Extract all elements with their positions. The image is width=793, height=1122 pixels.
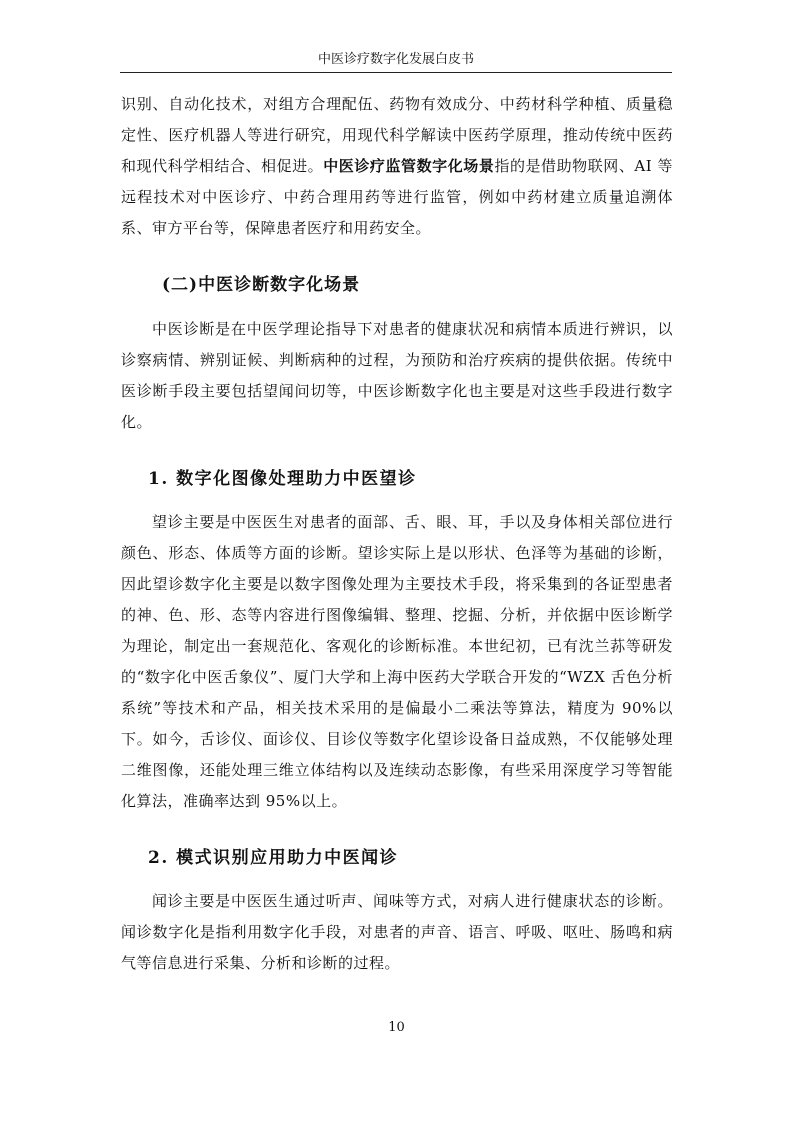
subsection-2-paragraph: 闻诊主要是中医医生通过听声、闻味等方式，对病人进行健康状态的诊断。闻诊数字化是指利用数字化手段，对患者的声音、语言、呼吸、呕吐、肠鸣和病气等信息进行采集、分析和诊断的过程。 [121,892,673,972]
running-header: 中医诊疗数字化发展白皮书 [120,50,672,73]
paragraph-text: 识别、自动化技术，对组方合理配伍、药物有效成分、中药材科学种植、质量稳定性、医疗机器人等进行研究，用现代科学解读中医药学原理，推动传统中医药和现代科学相结合、相促进。 [121,95,673,175]
subsection-1-paragraph: 望诊主要是中医医生对患者的面部、舌、眼、耳，手以及身体相关部位进行颜色、形态、体质等方面的诊断。望诊实际上是以形状、色泽等为基础的诊断，因此望诊数字化主要是以数字图像处理为主要技术手段，将采集到的各证型患者的神、色、形、态等内容进行图像编辑、整理、挖掘、分析，并依据中医诊断学为理论，制定出一套规范化、客观化的诊断标准。本世纪初，已有沈兰荪等研发的“数字化中医舌象仪”、厦门大学和上海中医药大学联合开发的“WZX 舌色分析系统”等技术和产品，相关技术采用的是偏最小二乘法等算法，精度为 90%以下。如今，舌诊仪、面诊仪、目诊仪等数字化望诊设备日益成熟，不仅能够处理二维图像，还能处理三维立体结构以及连续动态影像，有些采用深度学习等智能化算法，准确率达到 95%以上。 [121,513,673,810]
paragraph-continued [121,89,673,244]
subsection-heading-2: 2. 模式识别应用助力中医闻诊 [148,848,399,868]
page-number: 10 [388,1020,405,1035]
section-heading: (二)中医诊断数字化场景 [162,275,361,295]
subsection-heading-1: 1. 数字化图像处理助力中医望诊 [148,469,417,489]
paragraph-text: 指的是借助物联网、AI 等远程技术对中医诊疗、中药合理用药等进行监管，例如中药材建立质量追溯体系、审方平台等，保障患者医疗和用药安全。 [121,157,673,237]
section-intro-paragraph: 中医诊断是在中医学理论指导下对患者的健康状况和病情本质进行辨识，以诊察病情、辨别证候、判断病种的过程，为预防和治疗疾病的提供依据。传统中医诊断手段主要包括望闻问切等，中医诊断数字化也主要是对这些手段进行数字化。 [121,320,673,431]
bold-term: 中医诊疗监管数字化场景 [323,157,495,175]
